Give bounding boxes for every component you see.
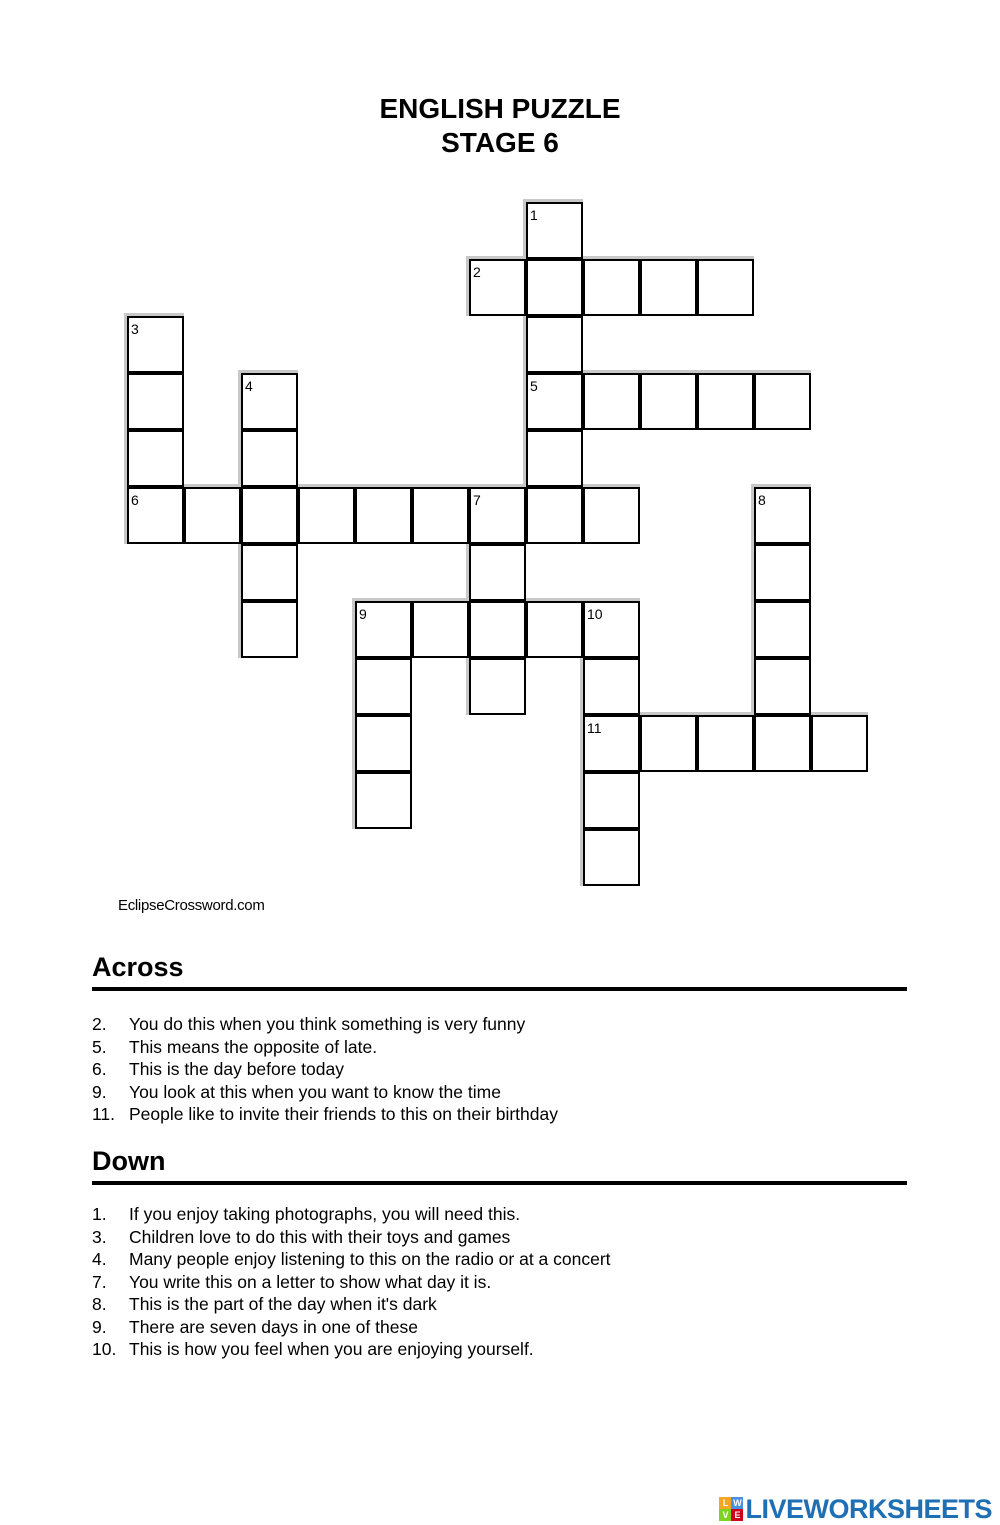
cell-letter-input[interactable]	[642, 717, 695, 770]
crossword-cell[interactable]	[811, 715, 868, 772]
clue-text: You do this when you think something is very funny	[129, 1014, 526, 1034]
clue-text: Children love to do this with their toys and games	[129, 1226, 511, 1247]
clue-item	[92, 1338, 907, 1361]
crossword-cell[interactable]	[754, 601, 811, 658]
down-clue-list	[92, 1203, 907, 1361]
cell-number: 3	[131, 321, 139, 337]
crossword-cell[interactable]	[754, 658, 811, 715]
cell-letter-input[interactable]	[243, 603, 296, 656]
crossword-cell[interactable]	[526, 259, 583, 316]
cell-letter-input[interactable]	[300, 489, 353, 542]
cell-letter-input[interactable]	[585, 831, 638, 884]
crossword-cell[interactable]	[241, 430, 298, 487]
cell-letter-input[interactable]	[585, 261, 638, 314]
cell-letter-input[interactable]	[528, 603, 581, 656]
clue-text: There are seven days in one of these	[129, 1316, 418, 1337]
clue-number: 3.	[92, 1226, 107, 1247]
cell-letter-input[interactable]	[756, 546, 809, 599]
cell-letter-input[interactable]	[528, 261, 581, 314]
crossword-cell[interactable]	[583, 373, 640, 430]
crossword-cell[interactable]	[583, 772, 640, 829]
clue-number: 2.	[92, 1014, 107, 1034]
cell-number: 1	[530, 207, 538, 223]
cell-number: 9	[359, 606, 367, 622]
crossword-cell[interactable]	[241, 544, 298, 601]
cell-number: 6	[131, 492, 139, 508]
cell-letter-input[interactable]	[471, 546, 524, 599]
crossword-cell[interactable]	[526, 487, 583, 544]
crossword-cell[interactable]	[355, 715, 412, 772]
clue-text: Many people enjoy listening to this on the radio or at a concert	[129, 1249, 611, 1269]
clue-text: If you enjoy taking photographs, you will need this.	[129, 1204, 521, 1224]
crossword-cell[interactable]	[526, 430, 583, 487]
crossword-cell[interactable]	[127, 373, 184, 430]
crossword-cell[interactable]	[241, 601, 298, 658]
logo-square: W	[733, 1498, 742, 1508]
clue-text: You write this on a letter to show what day it is.	[129, 1271, 492, 1292]
down-heading: Down	[92, 1145, 907, 1185]
crossword-cell[interactable]	[697, 259, 754, 316]
cell-letter-input[interactable]	[642, 261, 695, 314]
clue-text: You look at this when you want to know the time	[129, 1081, 501, 1102]
crossword-cell[interactable]	[469, 544, 526, 601]
clue-item	[92, 1248, 907, 1271]
crossword-cell[interactable]	[526, 601, 583, 658]
crossword-cell[interactable]	[298, 487, 355, 544]
crossword-cell[interactable]	[241, 487, 298, 544]
clue-number: 11.	[92, 1104, 116, 1124]
across-clue-list	[92, 1013, 907, 1126]
crossword-cell[interactable]	[355, 772, 412, 829]
clue-number: 8.	[92, 1294, 107, 1314]
cell-letter-input[interactable]	[699, 375, 752, 428]
crossword-cell[interactable]	[526, 373, 583, 430]
crossword-cell[interactable]	[640, 715, 697, 772]
cell-letter-input[interactable]	[528, 489, 581, 542]
cell-letter-input[interactable]	[129, 375, 182, 428]
cell-letter-input[interactable]	[414, 489, 467, 542]
crossword-cell[interactable]	[697, 715, 754, 772]
crossword-cell[interactable]	[583, 715, 640, 772]
cell-letter-input[interactable]	[699, 717, 752, 770]
clue-item	[92, 1316, 907, 1339]
cell-letter-input[interactable]	[756, 660, 809, 713]
clue-item	[92, 1013, 907, 1036]
crossword-cell[interactable]	[355, 601, 412, 658]
cell-letter-input[interactable]	[243, 432, 296, 485]
clue-text: This is how you feel when you are enjoying yourself.	[129, 1339, 534, 1359]
clue-text: People like to invite their friends to this on their birthday	[129, 1104, 558, 1124]
cell-letter-input[interactable]	[756, 603, 809, 656]
cell-letter-input[interactable]	[243, 489, 296, 542]
clue-text: This is the part of the day when it's dark	[129, 1294, 437, 1314]
clue-number: 9.	[92, 1316, 107, 1337]
page-title: ENGLISH PUZZLE	[379, 93, 621, 124]
logo-square: L	[719, 1497, 731, 1509]
crossword-cell[interactable]	[241, 373, 298, 430]
crossword-cell[interactable]	[412, 487, 469, 544]
clue-text: This is the day before today	[129, 1059, 344, 1079]
clue-item	[92, 1058, 907, 1081]
page-subtitle: STAGE 6	[441, 127, 559, 158]
crossword-cell[interactable]	[583, 658, 640, 715]
cell-letter-input[interactable]	[186, 489, 239, 542]
cell-number: 11	[587, 720, 602, 736]
crossword-cell[interactable]	[355, 658, 412, 715]
cell-letter-input[interactable]	[528, 318, 581, 371]
crossword-cell[interactable]	[127, 487, 184, 544]
cell-number: 10	[587, 606, 603, 622]
cell-letter-input[interactable]	[129, 432, 182, 485]
cell-letter-input[interactable]	[357, 717, 410, 770]
crossword-cell[interactable]	[754, 715, 811, 772]
cell-letter-input[interactable]	[585, 774, 638, 827]
clue-item	[92, 1271, 907, 1294]
clue-number: 10.	[92, 1339, 117, 1359]
crossword-cell[interactable]	[469, 487, 526, 544]
clue-item	[92, 1203, 907, 1226]
cell-letter-input[interactable]	[471, 660, 524, 713]
crossword-cell[interactable]	[469, 658, 526, 715]
cell-letter-input[interactable]	[756, 717, 809, 770]
crossword-cell[interactable]	[640, 373, 697, 430]
cell-letter-input[interactable]	[357, 489, 410, 542]
clue-item	[92, 1081, 907, 1104]
cell-number: 8	[758, 492, 766, 508]
cell-letter-input[interactable]	[585, 375, 638, 428]
cell-number: 7	[473, 492, 481, 508]
cell-letter-input[interactable]	[414, 603, 467, 656]
credit-text: EclipseCrossword.com	[118, 897, 265, 914]
crossword-cell[interactable]	[754, 544, 811, 601]
crossword-cell[interactable]	[412, 601, 469, 658]
crossword-cell[interactable]	[184, 487, 241, 544]
crossword-cell[interactable]	[526, 316, 583, 373]
brand-logo[interactable]	[719, 1494, 992, 1524]
clue-number: 9.	[92, 1081, 107, 1102]
cell-letter-input[interactable]	[357, 660, 410, 713]
clue-item	[92, 1293, 907, 1316]
cell-letter-input[interactable]	[756, 375, 809, 428]
cell-letter-input[interactable]	[642, 375, 695, 428]
liveworksheets-icon	[719, 1497, 743, 1521]
crossword-cell[interactable]	[754, 373, 811, 430]
cell-letter-input[interactable]	[585, 660, 638, 713]
cell-letter-input[interactable]	[471, 603, 524, 656]
logo-square: V	[719, 1509, 731, 1521]
cell-letter-input[interactable]	[585, 489, 638, 542]
crossword-cell[interactable]	[697, 373, 754, 430]
clue-item	[92, 1036, 907, 1059]
clue-item	[92, 1103, 907, 1126]
cell-number: 2	[473, 264, 481, 280]
brand-text: LIVEWORKSHEETS	[745, 1493, 992, 1524]
crossword-cell[interactable]	[640, 259, 697, 316]
crossword-cell[interactable]	[355, 487, 412, 544]
clue-number: 5.	[92, 1036, 107, 1057]
crossword-cell[interactable]	[583, 829, 640, 886]
crossword-cell[interactable]	[583, 259, 640, 316]
clue-number: 1.	[92, 1204, 107, 1224]
cell-number: 5	[530, 378, 538, 394]
cell-number: 4	[245, 378, 253, 394]
clue-number: 7.	[92, 1271, 107, 1292]
crossword-cell[interactable]	[526, 202, 583, 259]
clue-number: 6.	[92, 1059, 107, 1079]
logo-square: E	[731, 1509, 743, 1521]
crossword-cell[interactable]	[127, 430, 184, 487]
clue-number: 4.	[92, 1249, 107, 1269]
cell-letter-input[interactable]	[243, 546, 296, 599]
crossword-cell[interactable]	[127, 316, 184, 373]
across-heading: Across	[92, 951, 907, 991]
crossword-cell[interactable]	[583, 601, 640, 658]
crossword-cell[interactable]	[583, 487, 640, 544]
cell-letter-input[interactable]	[357, 774, 410, 827]
clue-text: This means the opposite of late.	[129, 1036, 378, 1057]
cell-letter-input[interactable]	[528, 432, 581, 485]
cell-letter-input[interactable]	[699, 261, 752, 314]
clue-item	[92, 1226, 907, 1249]
crossword-cell[interactable]	[754, 487, 811, 544]
crossword-cell[interactable]	[469, 601, 526, 658]
cell-letter-input[interactable]	[813, 717, 866, 770]
crossword-cell[interactable]	[469, 259, 526, 316]
